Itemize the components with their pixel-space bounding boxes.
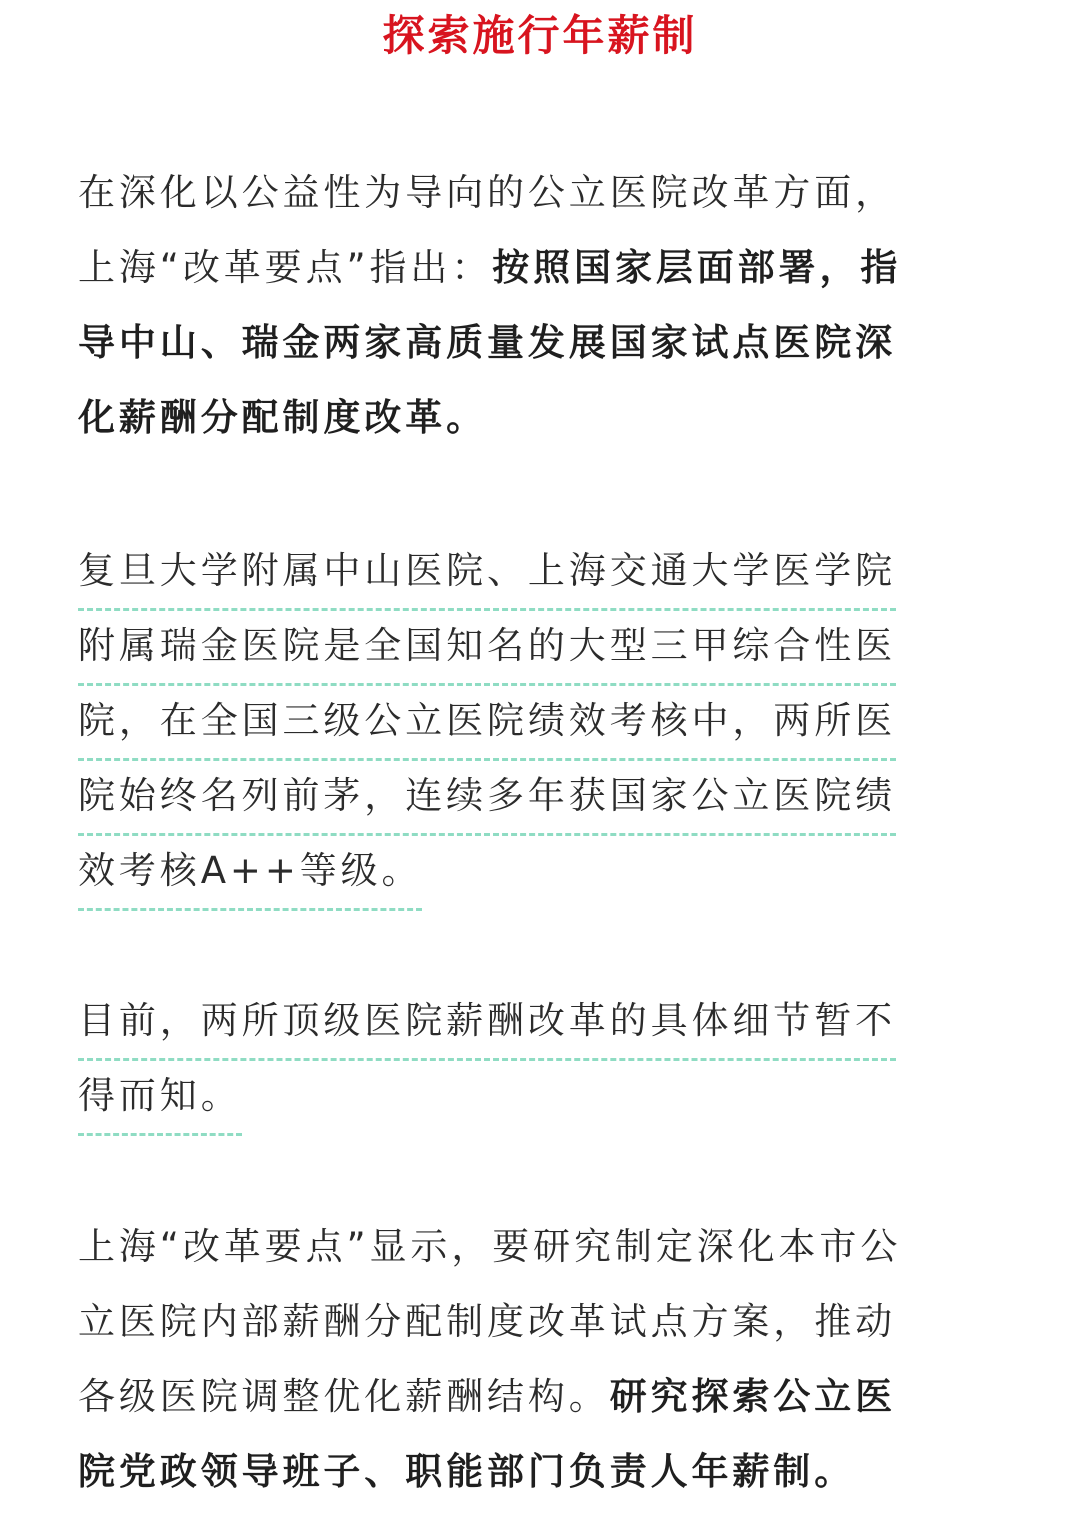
text-normal: 各级医院调整优化薪酬结构。: [78, 1375, 610, 1418]
underlined-text-line: 附属瑞金医院是全国知名的大型三甲综合性医: [78, 611, 896, 686]
text-bold: 按照国家层面部署，指: [492, 246, 902, 289]
underlined-text-line: 院，在全国三级公立医院绩效考核中，两所医: [78, 686, 896, 761]
underlined-text-line: 效考核A++等级。: [78, 836, 422, 911]
paragraph-details-unknown: [78, 986, 1002, 1136]
text-line: [78, 233, 1002, 308]
paragraph-reform-guidance: [78, 158, 1002, 458]
underlined-text-line: 得而知。: [78, 1061, 242, 1136]
text-line: [78, 308, 1002, 383]
paragraph-annual-salary: [78, 1212, 1002, 1512]
underlined-text-line: 目前，两所顶级医院薪酬改革的具体细节暂不: [78, 986, 896, 1061]
text-line: 立医院内部薪酬分配制度改革试点方案，推动: [78, 1300, 896, 1343]
text-bold: 化薪酬分配制度改革。: [78, 396, 487, 439]
underlined-text-line: 院始终名列前茅，连续多年获国家公立医院绩: [78, 761, 896, 836]
section-title: 探索施行年薪制: [382, 11, 698, 60]
text-line: 上海“改革要点”显示，要研究制定深化本市公: [78, 1225, 902, 1268]
text-normal: 上海“改革要点”指出：: [78, 246, 493, 289]
text-line: [78, 1362, 1002, 1437]
underlined-text-line: 复旦大学附属中山医院、上海交通大学医学院: [78, 536, 896, 611]
text-line: [78, 1437, 1002, 1512]
text-line: 在深化以公益性为导向的公立医院改革方面，: [78, 171, 896, 214]
text-bold: 导中山、瑞金两家高质量发展国家试点医院深: [78, 321, 896, 364]
text-bold: 院党政领导班子、职能部门负责人年薪制。: [78, 1450, 856, 1493]
paragraph-hospital-intro: [78, 536, 1002, 911]
text-line: [78, 383, 1002, 458]
text-bold: 研究探索公立医: [609, 1375, 897, 1418]
